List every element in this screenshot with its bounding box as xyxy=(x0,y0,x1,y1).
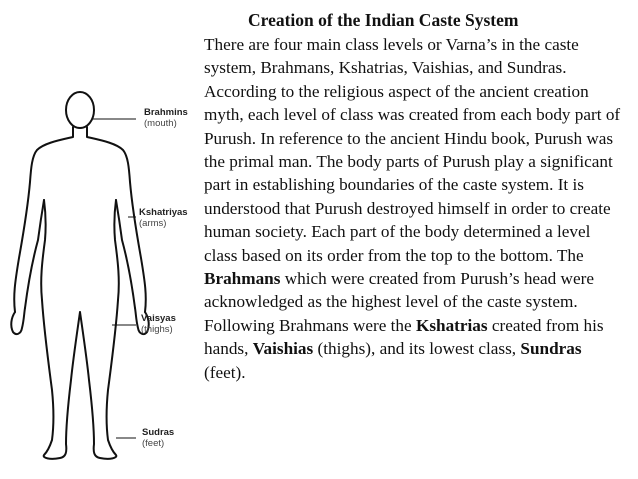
label-kshatriyas-part: (arms) xyxy=(139,218,167,229)
body-paragraph xyxy=(204,33,622,384)
label-vaisyas xyxy=(141,313,176,335)
label-sudras-name: Sudras xyxy=(142,427,175,438)
term-sundras: Sundras xyxy=(520,339,582,359)
term-vaishias: Vaishias xyxy=(252,339,314,359)
paragraph-text-5: (feet). xyxy=(204,362,246,382)
legs-outline xyxy=(42,300,118,459)
head-outline xyxy=(66,92,94,128)
label-sudras xyxy=(142,427,174,449)
torso-outline xyxy=(14,127,146,312)
label-kshatriyas xyxy=(139,207,188,229)
label-brahmins-part: (mouth) xyxy=(144,118,177,129)
label-vaisyas-part: (thighs) xyxy=(141,324,173,335)
paragraph-text-3: created from his hands, xyxy=(204,315,604,359)
paragraph-text-4: (thighs), and its lowest class, xyxy=(313,339,521,359)
paragraph-text-1: There are four main class levels or Varna’s in the caste system, Brahmans, Kshatrias, Vaishias, and Sundras. According to the religious aspect of the ancient creation myth, each level of class was created from each body part of Purush. In reference to the ancient Hindu book, Purush was the primal man. The body parts of Purush play a significant part in establishing boundaries of the caste system. It is understood that Purush destroyed himself in order to create human society. Each part of the body determined a level class based on its order from the top to the bottom. The xyxy=(204,35,621,265)
label-brahmins-name: Brahmins xyxy=(144,107,188,118)
human-body-diagram xyxy=(0,0,205,479)
label-kshatriyas-name: Kshatriyas xyxy=(139,207,188,218)
term-brahmans: Brahmans xyxy=(204,269,281,289)
label-sudras-part: (feet) xyxy=(142,438,165,449)
paragraph-text-2: which were created from Purush’s head were acknowledged as the highest level of the caste system. Following Brahmans were the xyxy=(204,269,594,335)
label-vaisyas-name: Vaisyas xyxy=(141,313,176,324)
waist-outline xyxy=(41,200,119,300)
left-hand-outline xyxy=(11,308,25,334)
term-kshatrias: Kshatrias xyxy=(415,315,488,335)
slide-title: Creation of the Indian Caste System xyxy=(248,10,519,30)
label-brahmins xyxy=(144,107,188,129)
body-outline xyxy=(11,92,148,459)
